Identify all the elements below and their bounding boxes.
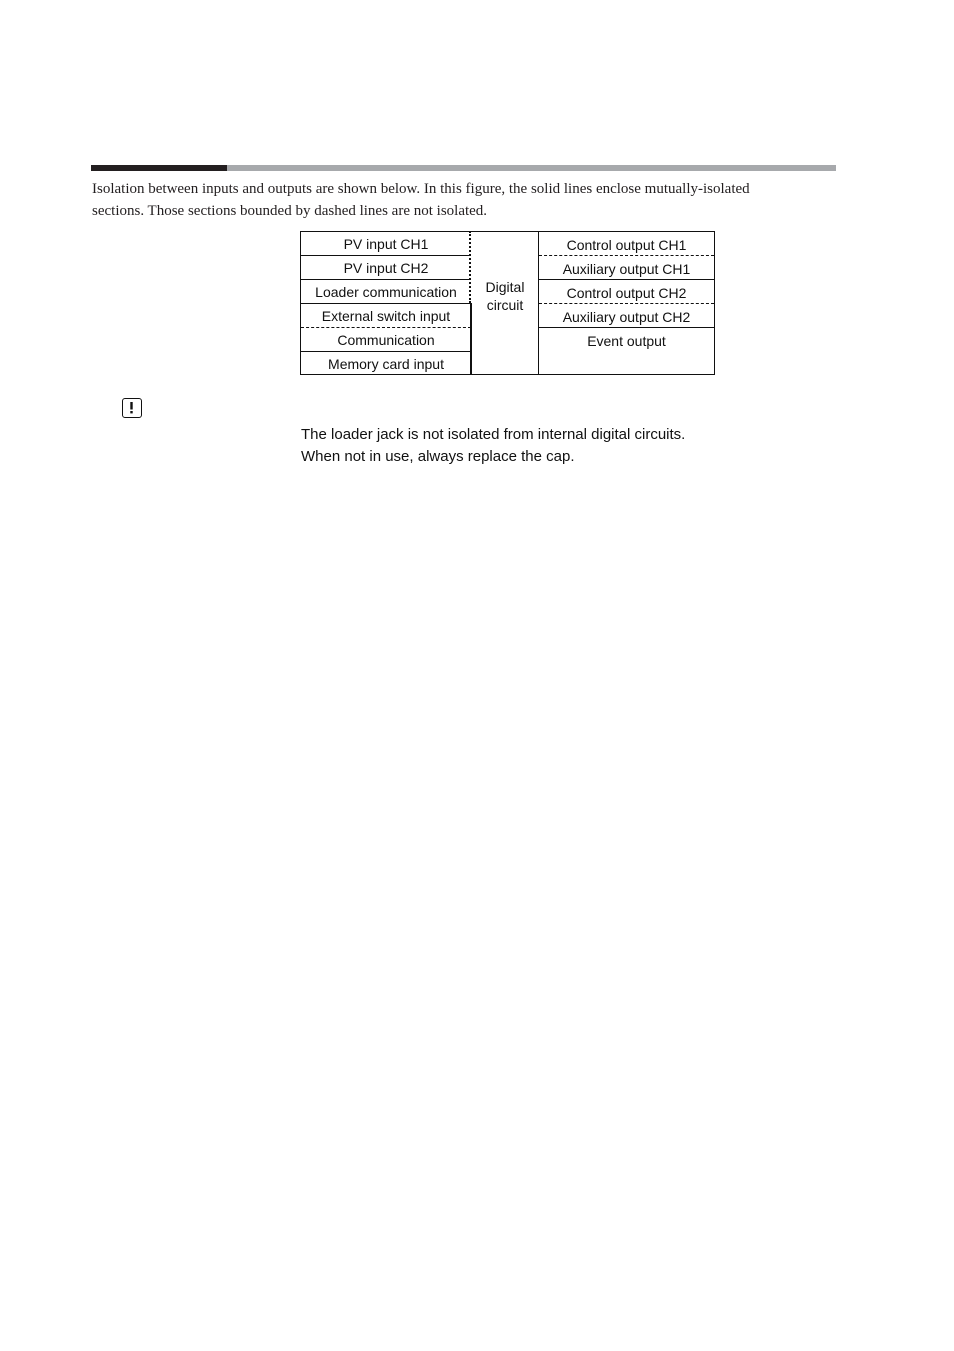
- section-rule: [227, 165, 836, 171]
- caution-line-2: When not in use, always replace the cap.: [301, 448, 575, 465]
- divider-solid: [539, 327, 714, 328]
- output-auxiliary-ch2: Auxiliary output CH2: [562, 309, 691, 325]
- caution-note: [301, 424, 685, 468]
- output-control-ch1: Control output CH1: [566, 237, 687, 253]
- input-memory-card: Memory card input: [328, 356, 444, 372]
- output-auxiliary-ch1: Auxiliary output CH1: [562, 261, 691, 277]
- isolation-outputs-group: [538, 231, 715, 375]
- intro-line-1: Isolation between inputs and outputs are shown below. In this figure, the solid lines enclose mutually-isolated: [92, 181, 750, 197]
- digital-circuit-label: Digital circuit: [485, 279, 525, 313]
- isolation-inputs-group: [300, 231, 471, 375]
- divider-solid: [539, 279, 714, 280]
- caution-icon: [122, 398, 142, 418]
- caution-line-1: The loader jack is not isolated from internal digital circuits.: [301, 426, 686, 443]
- input-pv-ch1: PV input CH1: [343, 236, 429, 252]
- divider-dashed: [539, 303, 714, 304]
- input-external-switch: External switch input: [321, 308, 451, 324]
- input-communication: Communication: [337, 332, 435, 348]
- output-control-ch2: Control output CH2: [566, 285, 687, 301]
- output-event: Event output: [587, 333, 666, 349]
- digital-circuit-block: [471, 231, 539, 375]
- intro-line-2: sections. Those sections bounded by dashed lines are not isolated.: [92, 203, 488, 219]
- divider-dashed: [539, 255, 714, 256]
- input-loader-communication: Loader communication: [315, 284, 457, 300]
- input-pv-ch2: PV input CH2: [343, 260, 429, 276]
- intro-paragraph: [92, 178, 832, 222]
- section-rule-accent: [91, 165, 227, 171]
